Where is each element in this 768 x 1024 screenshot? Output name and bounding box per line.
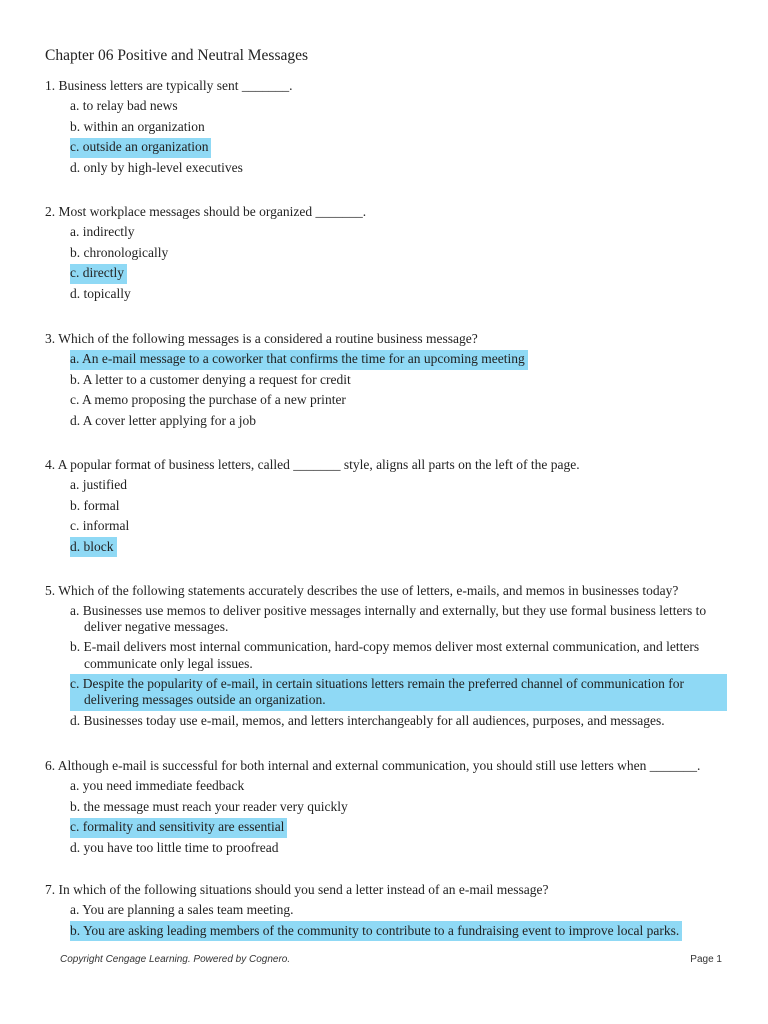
answer-option [45, 411, 735, 432]
answer-option [45, 900, 735, 921]
answer-option-text: a. justified [70, 477, 127, 492]
answer-option [45, 921, 735, 942]
answer-options [45, 776, 735, 858]
answer-option-text: d. A cover letter applying for a job [70, 412, 256, 428]
answer-option [45, 516, 735, 537]
answer-option [45, 638, 735, 675]
answer-option-text: a. Businesses use memos to deliver positive messages internally and externally, but they use formal business letters to deliver negative messages. [70, 602, 707, 634]
answer-option-text: a. you need immediate feedback [70, 778, 245, 793]
correct-answer-highlight: a. An e-mail message to a coworker that confirms the time for an upcoming meeting [70, 350, 528, 370]
answer-option-text: b. chronologically [70, 244, 169, 260]
answer-options [45, 900, 735, 941]
answer-options [45, 475, 735, 557]
answer-option [45, 137, 735, 158]
page-title: Chapter 06 Positive and Neutral Messages [45, 47, 309, 64]
question-4 [45, 455, 735, 557]
answer-option [45, 243, 735, 264]
answer-option-text: d. topically [70, 285, 131, 301]
question-3 [45, 329, 735, 431]
answer-option [45, 96, 735, 117]
answer-option [45, 284, 735, 305]
question-6 [45, 756, 735, 858]
answer-option [45, 475, 735, 496]
question-text: 5. Which of the following statements accurately describes the use of letters, e-mails, and memos in businesses today? [45, 583, 679, 598]
answer-option-text: a. You are planning a sales team meeting. [70, 902, 294, 917]
answer-option [45, 222, 735, 243]
answer-option-text: d. you have too little time to proofread [70, 839, 279, 855]
question-text: 7. In which of the following situations should you send a letter instead of an e-mail message? [45, 882, 549, 897]
question-2 [45, 202, 735, 304]
answer-options [45, 601, 735, 731]
answer-option-text: a. to relay bad news [70, 98, 178, 113]
footer-page-number: Page 1 [690, 954, 722, 965]
question-1 [45, 76, 735, 178]
answer-option-text: b. within an organization [70, 118, 205, 134]
answer-option [45, 117, 735, 138]
answer-option [45, 711, 735, 732]
correct-answer-highlight: c. outside an organization [70, 138, 211, 158]
footer-copyright: Copyright Cengage Learning. Powered by Cognero. [60, 954, 291, 965]
answer-option-text: d. only by high-level executives [70, 159, 243, 175]
answer-option [45, 349, 735, 370]
answer-option [45, 776, 735, 797]
question-7 [45, 880, 735, 941]
answer-option-text: b. the message must reach your reader very quickly [70, 798, 348, 814]
question-text: 6. Although e-mail is successful for both internal and external communication, you should still use letters when _______. [45, 758, 701, 773]
answer-option-text: d. Businesses today use e-mail, memos, and letters interchangeably for all audiences, purposes, and messages. [70, 712, 665, 728]
answer-option [45, 370, 735, 391]
question-text: 3. Which of the following messages is a considered a routine business message? [45, 331, 478, 346]
answer-option-text: a. indirectly [70, 224, 135, 239]
answer-option [45, 601, 735, 638]
answer-option-text: c. informal [70, 518, 130, 533]
correct-answer-highlight: b. You are asking leading members of the community to contribute to a fundraising event to improve local parks. [70, 921, 682, 941]
answer-option-text: b. formal [70, 497, 120, 513]
answer-options [45, 96, 735, 178]
correct-answer-highlight: c. directly [70, 264, 127, 284]
answer-option [45, 537, 735, 558]
answer-option [45, 390, 735, 411]
question-text: 4. A popular format of business letters, called _______ style, aligns all parts on the left of the page. [45, 457, 580, 472]
correct-answer-highlight: c. formality and sensitivity are essential [70, 818, 287, 838]
answer-option [45, 838, 735, 859]
answer-options [45, 349, 735, 431]
correct-answer-highlight: d. block [70, 537, 117, 557]
answer-option [45, 263, 735, 284]
answer-option-text: b. E-mail delivers most internal communication, hard-copy memos deliver most external communication, and letters communicate only legal issues. [70, 639, 700, 671]
question-5 [45, 581, 735, 731]
question-text: 2. Most workplace messages should be organized _______. [45, 204, 367, 219]
question-text: 1. Business letters are typically sent _______. [45, 78, 293, 93]
answer-option [45, 797, 735, 818]
answer-option [45, 158, 735, 179]
answer-option [45, 817, 735, 838]
correct-answer-highlight: c. Despite the popularity of e-mail, in certain situations letters remain the preferred channel of communication for delivering messages outside an organization. [70, 674, 727, 711]
answer-option [45, 674, 735, 711]
answer-option [45, 496, 735, 517]
answer-option-text: c. A memo proposing the purchase of a new printer [70, 392, 346, 407]
answer-options [45, 222, 735, 304]
answer-option-text: b. A letter to a customer denying a request for credit [70, 371, 351, 387]
